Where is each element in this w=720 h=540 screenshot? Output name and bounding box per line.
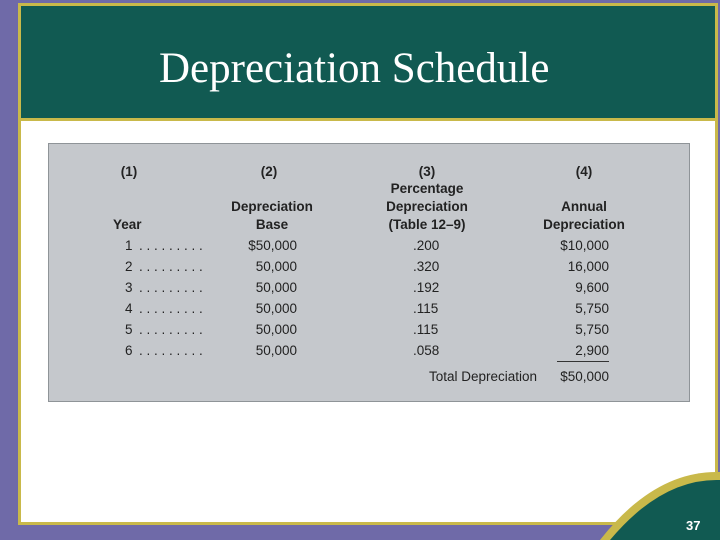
row4-leader: . . . . . . . . .	[139, 301, 203, 316]
col2-header-line2: Base	[255, 217, 289, 232]
row6-annual: 2,900	[575, 343, 609, 358]
col4-header-line1: Annual	[561, 199, 607, 214]
row6-leader: . . . . . . . . .	[139, 343, 203, 358]
row4-base: 50,000	[255, 301, 297, 316]
row2-base: 50,000	[255, 259, 297, 274]
row6-year: 6	[125, 343, 133, 358]
row1-pct: .200	[413, 238, 440, 253]
title-band	[21, 6, 715, 121]
total-rule	[557, 361, 609, 362]
row2-year: 2	[125, 259, 133, 274]
row3-leader: . . . . . . . . .	[139, 280, 203, 295]
row5-leader: . . . . . . . . .	[139, 322, 203, 337]
col3-number: (3)	[418, 164, 436, 179]
col1-header: Year	[113, 217, 142, 232]
row2-annual: 16,000	[567, 259, 609, 274]
col2-header-line1: Depreciation	[231, 199, 313, 214]
total-label: Total Depreciation	[429, 369, 538, 384]
row6-base: 50,000	[255, 343, 297, 358]
col3-header-line2: Depreciation	[386, 199, 468, 214]
row5-year: 5	[125, 322, 133, 337]
row4-annual: 5,750	[575, 301, 609, 316]
row2-leader: . . . . . . . . .	[139, 259, 203, 274]
col4-number: (4)	[575, 164, 593, 179]
row1-base: $50,000	[248, 238, 297, 253]
row5-base: 50,000	[255, 322, 297, 337]
total-value: $50,000	[560, 369, 609, 384]
row1-year: 1	[125, 238, 133, 253]
row5-annual: 5,750	[575, 322, 609, 337]
row1-annual: $10,000	[560, 238, 609, 253]
col3-header-line3: (Table 12–9)	[388, 217, 466, 232]
row4-pct: .115	[413, 301, 439, 316]
col2-number: (2)	[260, 164, 278, 179]
row4-year: 4	[125, 301, 133, 316]
row3-year: 3	[125, 280, 133, 295]
row3-base: 50,000	[255, 280, 297, 295]
row3-pct: .192	[413, 280, 440, 295]
col4-header-line2: Depreciation	[543, 217, 625, 232]
depreciation-table	[48, 143, 690, 402]
row3-annual: 9,600	[575, 280, 609, 295]
col3-header-line1: Percentage	[390, 181, 464, 196]
row5-pct: .115	[413, 322, 439, 337]
row1-leader: . . . . . . . . .	[139, 238, 203, 253]
row2-pct: .320	[413, 259, 440, 274]
corner-ornament	[600, 470, 720, 540]
page-number: 37	[686, 518, 701, 533]
col1-number: (1)	[120, 164, 138, 179]
row6-pct: .058	[413, 343, 440, 358]
slide-title: Depreciation Schedule	[159, 45, 550, 92]
